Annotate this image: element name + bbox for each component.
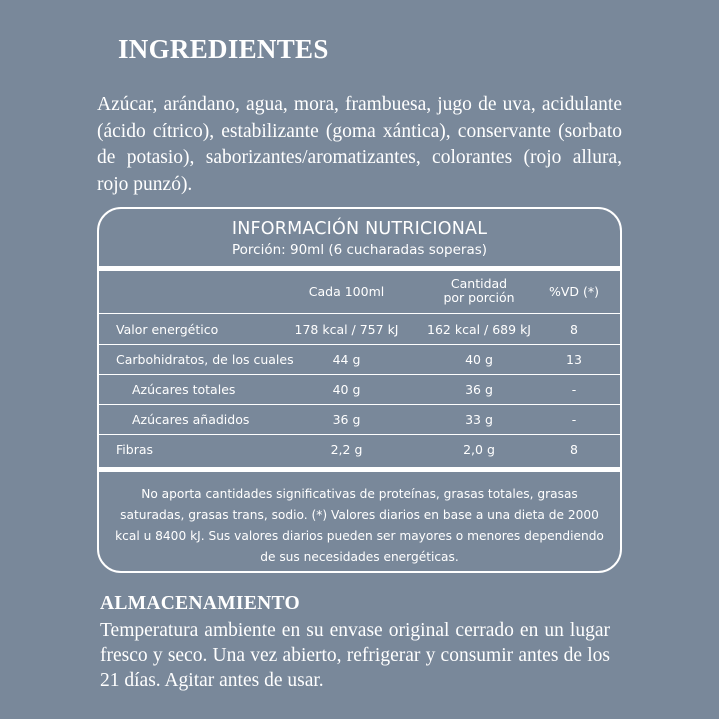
row-value-vd: - xyxy=(571,382,577,397)
storage-text: Temperatura ambiente en su envase original cerrado en un lugar fresco y seco. Una vez abierto, refrigerar y consumir antes de los 21 días. Agitar antes de usar. xyxy=(100,620,610,691)
row-value-per-100ml: 2,2 g xyxy=(330,442,363,457)
row-value-per-100ml: 44 g xyxy=(332,352,361,367)
row-value-vd: 13 xyxy=(566,352,582,367)
nutrition-footnote: No aporta cantidades significativas de proteínas, grasas totales, grasas saturadas, grasas trans, sodio. (*) Valores diarios en base a una dieta de 2000 kcal u 8400 kJ. Sus valores diarios pueden ser mayores o menores dependiendo de sus necesidades energéticas. xyxy=(115,487,604,564)
table-row xyxy=(99,375,620,405)
row-value-per-portion: 2,0 g xyxy=(463,442,495,457)
row-label: Valor energético xyxy=(116,322,219,337)
table-row xyxy=(99,405,620,435)
column-header-per-100ml: Cada 100ml xyxy=(308,284,385,299)
column-header-per-portion-line2: por porción xyxy=(443,290,515,305)
row-value-per-100ml: 36 g xyxy=(332,412,361,427)
row-value-per-portion: 40 g xyxy=(465,352,493,367)
column-header-per-portion xyxy=(414,277,544,305)
divider-thick-top xyxy=(99,266,620,271)
ingredients-title: INGREDIENTES xyxy=(118,34,329,64)
table-row xyxy=(99,315,620,345)
row-value-per-portion: 33 g xyxy=(465,412,493,427)
row-value-per-portion: 36 g xyxy=(465,382,493,397)
nutrition-title: INFORMACIÓN NUTRICIONAL xyxy=(231,219,488,239)
row-value-per-100ml: 178 kcal / 757 kJ xyxy=(294,322,399,337)
column-header-per-portion-line1: Cantidad xyxy=(450,276,508,291)
row-value-vd: 8 xyxy=(570,442,578,457)
row-label: Azúcares añadidos xyxy=(132,412,250,427)
divider-thick-bottom xyxy=(99,467,620,472)
row-label: Azúcares totales xyxy=(132,382,236,397)
row-label: Carbohidratos, de los cuales xyxy=(116,352,294,367)
row-value-vd: - xyxy=(571,412,577,427)
row-value-vd: 8 xyxy=(570,322,578,337)
portion-size: Porción: 90ml (6 cucharadas soperas) xyxy=(231,242,488,258)
row-value-per-100ml: 40 g xyxy=(332,382,361,397)
row-value-per-portion: 162 kcal / 689 kJ xyxy=(427,322,531,337)
storage-title: ALMACENAMIENTO xyxy=(100,593,300,614)
nutrition-facts-panel xyxy=(97,207,622,573)
table-row xyxy=(99,435,620,465)
row-label: Fibras xyxy=(116,442,153,457)
column-header-vd: %VD (*) xyxy=(548,284,600,299)
ingredients-text: Azúcar, arándano, agua, mora, frambuesa, jugo de uva, acidulante (ácido cítrico), estabilizante (goma xántica), conservante (sorbato de potasio), saborizantes/aromatizantes, colorantes (rojo allura, rojo punzó). xyxy=(97,94,622,195)
divider-header xyxy=(99,313,620,314)
table-row xyxy=(99,345,620,375)
